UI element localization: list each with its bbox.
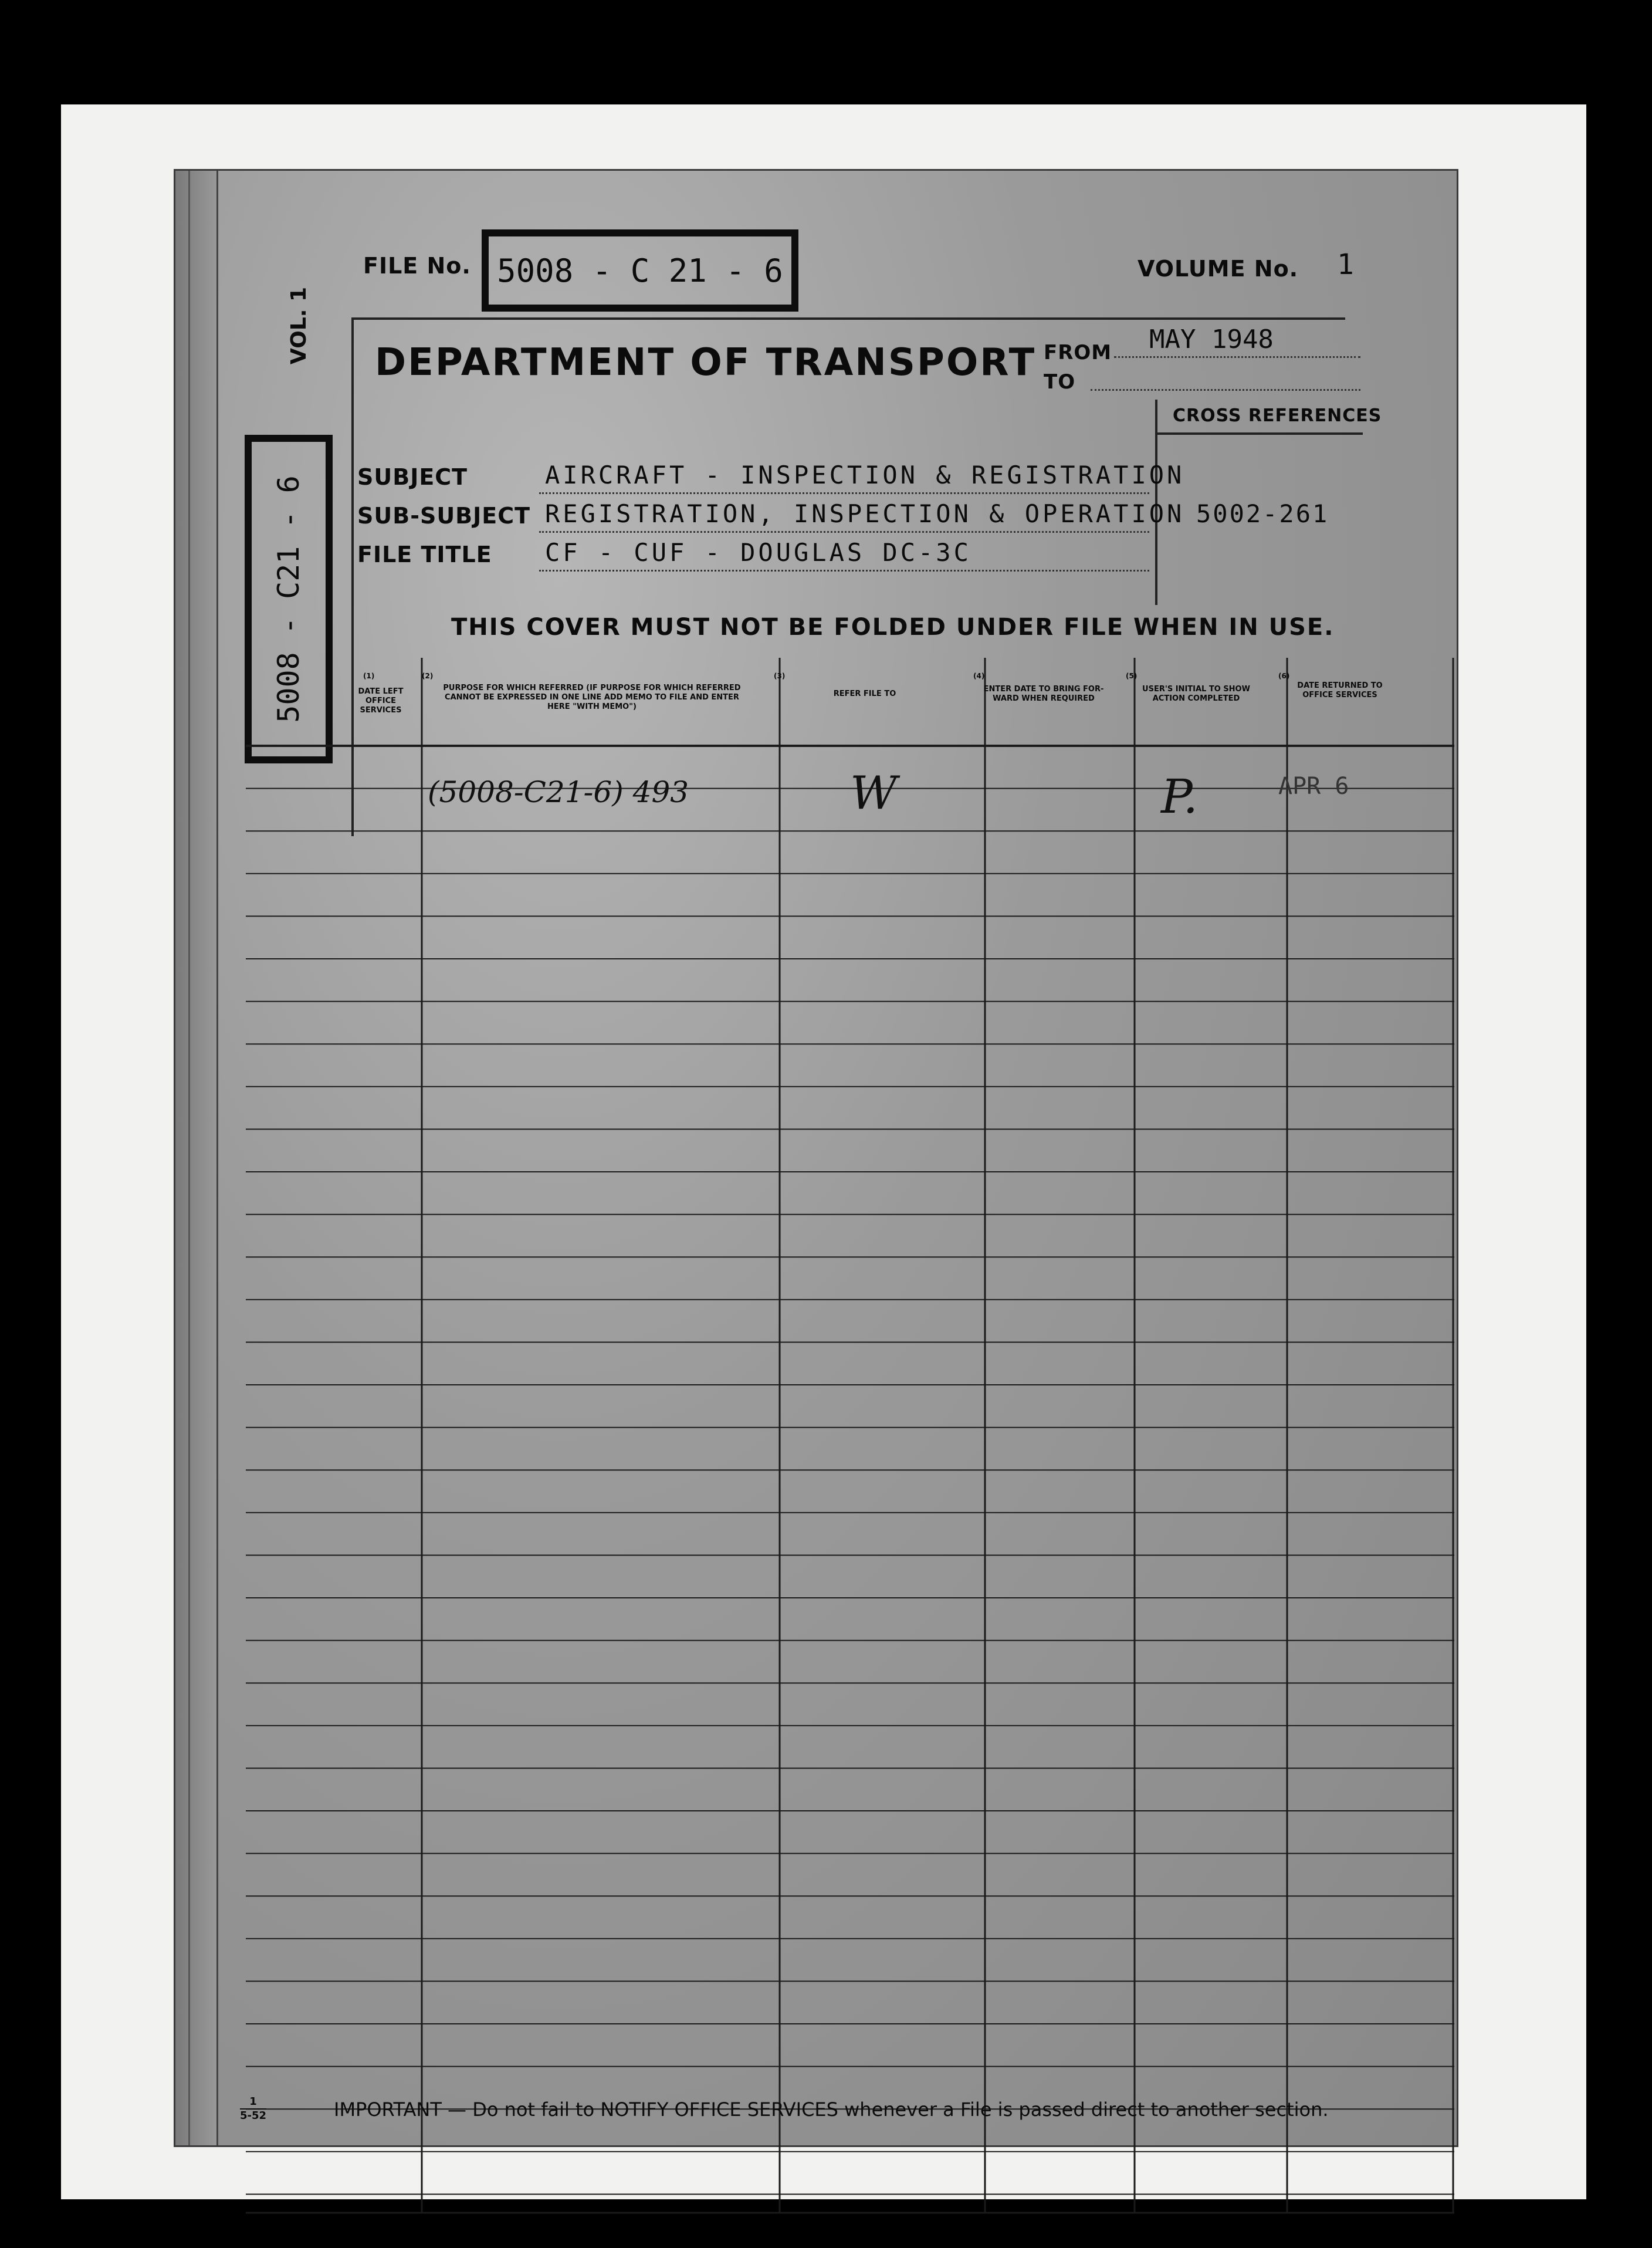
col4-header: ENTER DATE TO BRING FOR-WARD WHEN REQUIRED [983,685,1104,703]
cross-ref-underline [1157,432,1363,435]
row1-returned-stamp: APR 6 [1278,773,1349,800]
form-code [240,2095,266,2122]
col3-number: (3) [774,672,786,680]
sub-subject-line [539,531,1149,533]
to-label: TO [1044,370,1076,394]
folder-spine [175,171,218,2145]
col2-number: (2) [422,672,434,680]
col6-number: (6) [1278,672,1290,680]
col3-header: REFER FILE TO [833,689,896,698]
fold-warning: THIS COVER MUST NOT BE FOLDED UNDER FILE WHEN IN USE. [451,614,1335,641]
from-line [1114,356,1360,358]
cross-references-label: CROSS REFERENCES [1173,405,1382,426]
side-volume-label: VOL. 1 [287,286,311,364]
row1-refer: W [850,767,898,820]
subject-value: AIRCRAFT - INSPECTION & REGISTRATION [545,461,1185,489]
file-number-value: 5008 - C 21 - 6 [497,252,783,289]
volume-label: VOLUME No. [1138,256,1299,282]
file-title-value: CF - CUF - DOUGLAS DC-3C [545,538,971,567]
from-value: MAY 1948 [1149,324,1274,354]
cross-references-value: 5002-261 [1196,499,1329,528]
row1-purpose: (5008-C21-6) 493 [428,775,689,809]
side-file-number: 5008 - C21 - 6 [272,475,306,723]
col6-header: DATE RETURNED TO OFFICE SERVICES [1297,681,1383,699]
sub-subject-label: SUB-SUBJECT [357,503,531,529]
from-label: FROM [1044,341,1112,364]
file-folder-cover [174,169,1458,2147]
volume-value: 1 [1337,248,1354,281]
form-code-line2: 5-52 [240,2110,267,2122]
col1-header: DATE LEFT OFFICE SERVICES [358,687,404,715]
col5-number: (5) [1126,672,1138,680]
form-code-line1: 1 [249,2095,257,2108]
col2-header: PURPOSE FOR WHICH REFERRED (IF PURPOSE FOR WHICH REFERRED CANNOT BE EXPRESSED IN ONE LINE ADD MEMO TO FILE AND ENTER HERE "WITH MEMO") [443,684,741,711]
file-number-box [482,229,798,312]
to-line [1091,389,1360,391]
row1-initial: P. [1161,769,1199,824]
col5-header: USER'S INITIAL TO SHOW ACTION COMPLETED [1142,685,1250,703]
file-title-label: FILE TITLE [357,542,492,567]
department-title: DEPARTMENT OF TRANSPORT [375,341,1037,384]
file-title-line [539,570,1149,572]
routing-table [246,652,1454,2248]
footer-notice: IMPORTANT — Do not fail to NOTIFY OFFICE SERVICES whenever a File is passed direct to another section. [334,2098,1329,2121]
subject-line [539,492,1149,494]
routing-table-lines [246,652,1454,2248]
file-number-label: FILE No. [363,253,471,279]
col1-number: (1) [363,672,375,680]
sub-subject-value: REGISTRATION, INSPECTION & OPERATION [545,499,1185,528]
col4-number: (4) [973,672,985,680]
subject-label: SUBJECT [357,464,468,490]
